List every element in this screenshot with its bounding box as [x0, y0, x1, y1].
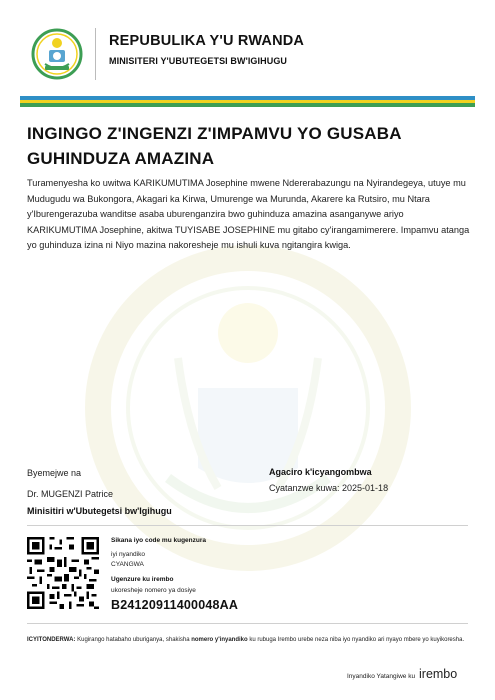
- signed-by-label: Byemejwe na: [27, 468, 82, 478]
- ministry-name: MINISITERI Y'UBUTEGETSI BW'IGIHUGU: [109, 56, 288, 66]
- republic-name: REPUBULIKA Y'U RWANDA: [109, 33, 305, 49]
- qr-code: [27, 537, 99, 609]
- registrant-name: CYANGWA: [111, 561, 144, 568]
- rwanda-coat-of-arms-watermark: [78, 238, 418, 578]
- document-number: B24120911400048AA: [111, 598, 239, 612]
- notice-label: ICYITONDERWA:: [27, 637, 76, 643]
- notice-text-1: Kugirango hatabaho uburiganya, shakisha: [75, 637, 192, 643]
- document-body: Turamenyesha ko uwitwa KARIKUMUTIMA Josephine mwene Ndererabazungu na Nyirandegeya, utuye mu Mudugudu wa Bukongora, Akagari ka Kirwa, Umurenge wa Murunda, Akarere ka Rutsiro, mu Ntara y'Iburengerazuba wanditse asaba uburenganzira bwo guhinduza amazina asanganywe ariyo KARIKUMUTIMA Josephine, akitwa TUYISABE JOSEPHINE mu gitabo cy'irangamimerere. Impamvu atanga yo guhinduza izina ni Niyo mazina nakoresheje mu ishuli kuva ngitangira kwiga.: [27, 178, 470, 250]
- signer-name: Dr. MUGENZI Patrice: [27, 489, 114, 499]
- notice-text-2: ku rubuga Irembo urebe neza niba iyo nyandiko ari nyayo mbere yo kuyikoresha.: [247, 637, 465, 643]
- notice-bold: nomero y'inyandiko: [191, 637, 248, 643]
- irembo-logo: irembo: [419, 667, 458, 681]
- qr-caption: Sikana iyo code mu kugenzura: [111, 537, 206, 544]
- rwanda-coat-of-arms-icon: [31, 28, 83, 80]
- footer-text: Inyandiko Yatangiwe ku: [347, 673, 416, 680]
- divider: [27, 525, 468, 526]
- divider: [27, 623, 468, 624]
- verify-caption: Ugenzure ku irembo: [111, 576, 174, 583]
- document-title-line-1: INGINGO Z'INGENZI Z'IMPAMVU YO GUSABA: [27, 124, 402, 143]
- approval-label: Agaciro k'icyangombwa: [269, 467, 372, 477]
- signer-title: Minisitiri w'Ubutegetsi bw'Igihugu: [27, 506, 172, 516]
- document-title-line-2: GUHINDUZA AMAZINA: [27, 149, 215, 168]
- issue-date: Cyatanzwe kuwa: 2025-01-18: [269, 483, 389, 493]
- registrant-label: iyi nyandiko: [111, 551, 145, 558]
- verify-subtext: ukoresheje nomero ya dosiye: [111, 587, 196, 594]
- header-divider: [95, 28, 96, 80]
- flag-color-band: [20, 96, 475, 107]
- notice: [27, 635, 472, 646]
- document-title: [27, 121, 467, 171]
